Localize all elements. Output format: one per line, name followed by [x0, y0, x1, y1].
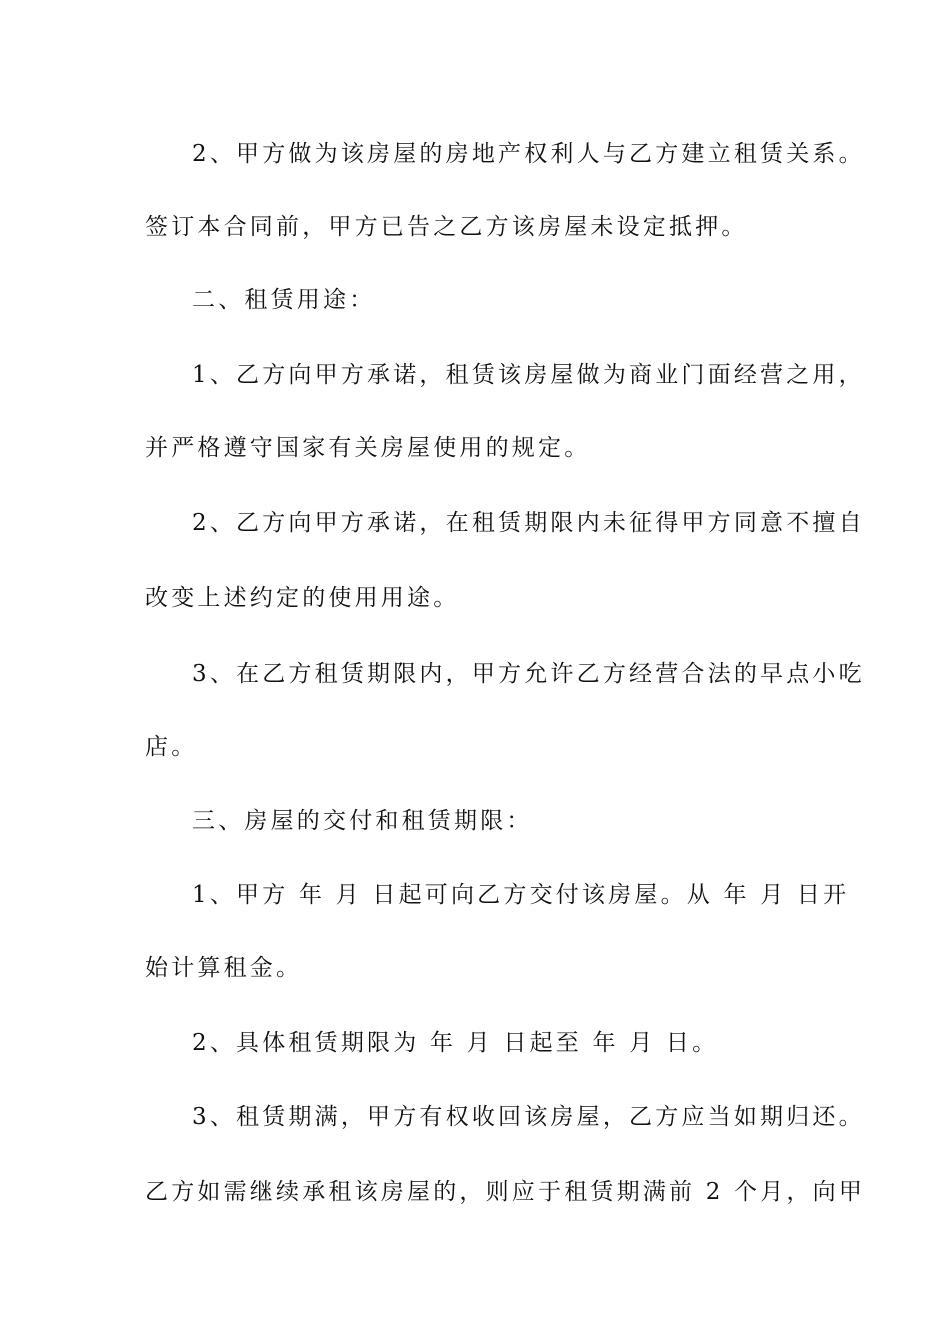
section-heading: 三、房屋的交付和租赁期限：: [192, 808, 533, 834]
section-heading: 二、租赁用途：: [192, 287, 376, 313]
paragraph-line: 并严格遵守国家有关房屋使用的规定。: [145, 435, 591, 461]
paragraph-line: 2、甲方做为该房屋的房地产权利人与乙方建立租赁关系。: [192, 141, 865, 167]
paragraph-line: 3、在乙方租赁期限内，甲方允许乙方经营合法的早点小吃: [192, 661, 865, 687]
paragraph-line: 签订本合同前，甲方已告之乙方该房屋未设定抵押。: [145, 214, 748, 240]
paragraph-line: 2、乙方向甲方承诺，在租赁期限内未征得甲方同意不擅自: [192, 510, 865, 536]
paragraph-line: 1、乙方向甲方承诺，租赁该房屋做为商业门面经营之用，: [192, 362, 865, 388]
paragraph-line: 3、租赁期满，甲方有权收回该房屋，乙方应当如期归还。: [192, 1104, 865, 1130]
paragraph-line: 店。: [145, 734, 198, 760]
paragraph-line: 2、具体租赁期限为 年 月 日起至 年 月 日。: [192, 1030, 719, 1056]
paragraph-line: 始计算租金。: [145, 955, 303, 981]
paragraph-line: 1、甲方 年 月 日起可向乙方交付该房屋。从 年 月 日开: [192, 882, 850, 908]
paragraph-line: 改变上述约定的使用用途。: [145, 585, 460, 611]
paragraph-line: 乙方如需继续承租该房屋的，则应于租赁期满前 2 个月，向甲: [145, 1179, 866, 1205]
